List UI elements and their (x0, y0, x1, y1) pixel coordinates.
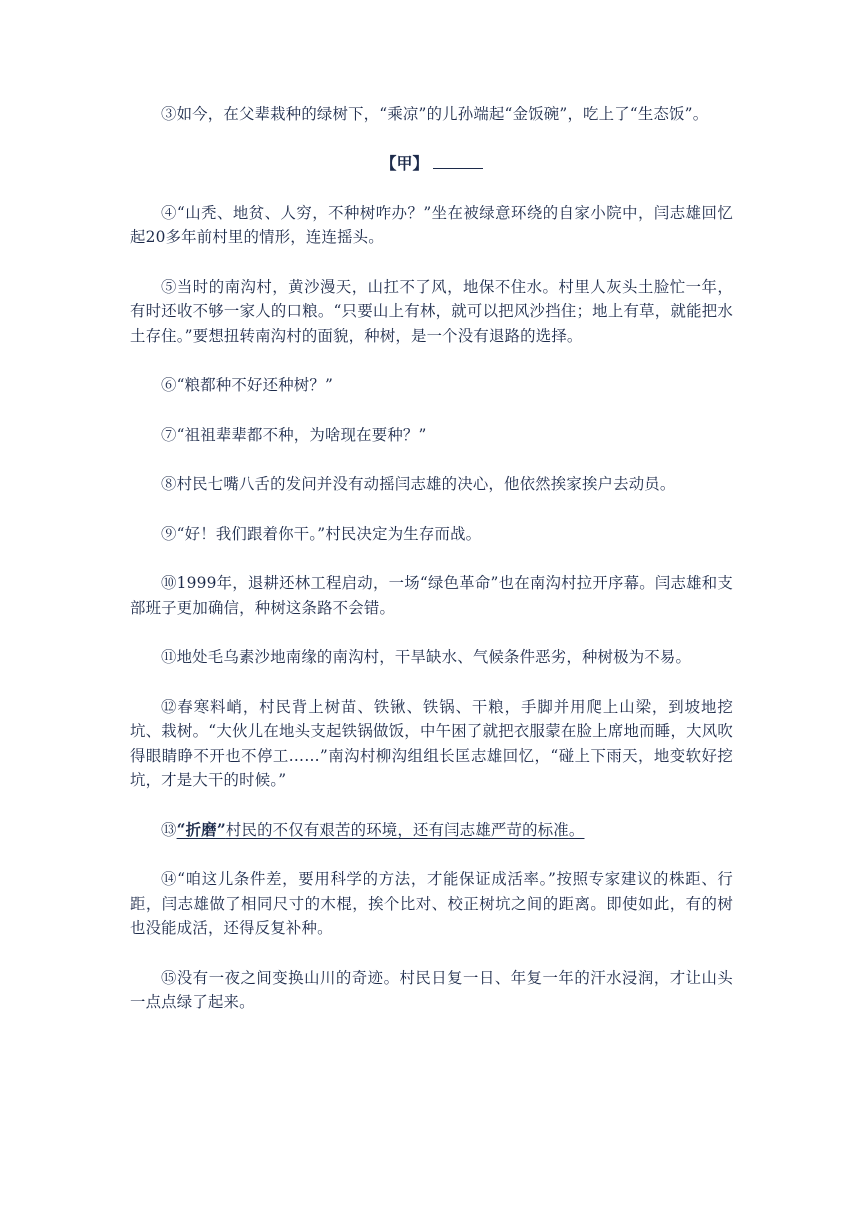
paragraph-13 (130, 818, 733, 843)
paragraph-6: ⑥“粮都种不好还种树？” (161, 376, 334, 394)
section-heading (130, 152, 733, 176)
paragraph-13-number: ⑬ (161, 820, 177, 839)
paragraph-8: ⑧村民七嘴八舌的发问并没有动摇闫志雄的决心，他依然挨家挨户去动员。 (161, 475, 676, 493)
paragraph-15: ⑮没有一夜之间变换山川的奇迹。村民日复一日、年复一年的汗水浸润，才让山头一点点绿了起来。 (130, 968, 733, 1011)
section-heading-label: 【甲】 (380, 153, 429, 173)
underlined-sentence-rest: 村民的不仅有艰苦的环境，还有闫志雄严苛的标准。 (225, 820, 585, 839)
paragraph-10: ⑩1999年，退耕还林工程启动，一场“绿色革命”也在南沟村拉开序幕。闫志雄和支部班子更加确信，种树这条路不会错。 (130, 574, 733, 617)
emphasized-word: “折磨” (176, 820, 226, 839)
paragraph-4: ④“山秃、地贫、人穷，不种树咋办？”坐在被绿意环绕的自家小院中，闫志雄回忆起20多年前村里的情形，连连摇头。 (130, 203, 733, 246)
paragraph-7: ⑦“祖祖辈辈都不种，为啥现在要种？” (161, 425, 427, 444)
paragraph-5: ⑤当时的南沟村，黄沙漫天，山扛不了风，地保不住水。村里人灰头土脸忙一年，有时还收不够一家人的口粮。“只要山上有林，就可以把风沙挡住；地上有草，就能把水土存住。”要想扭转南沟村的面貌，种树，是一个没有退路的选择。 (130, 277, 733, 345)
paragraph-11: ⑪地处毛乌素沙地南缘的南沟村，干旱缺水、气候条件恶劣，种树极为不易。 (161, 648, 692, 666)
fill-in-blank (433, 152, 483, 169)
paragraph-3: ③如今，在父辈栽种的绿树下，“乘凉”的儿孙端起“金饭碗”，吃上了“生态饭”。 (161, 105, 709, 123)
underlined-sentence (177, 821, 585, 839)
document-page (130, 102, 733, 1040)
paragraph-14: ⑭“咱这儿条件差，要用科学的方法，才能保证成活率。”按照专家建议的株距、行距，闫志雄做了相同尺寸的木棍，挨个比对、校正树坑之间的距离。即使如此，有的树也没能成活，还得反复补种。 (130, 870, 733, 937)
paragraph-9: ⑨“好！我们跟着你干。”村民决定为生存而战。 (161, 524, 482, 543)
paragraph-12: ⑫春寒料峭，村民背上树苗、铁锹、铁锅、干粮，手脚并用爬上山梁，到坡地挖坑、栽树。“大伙儿在地头支起铁锅做饭，中午困了就把衣服蒙在脸上席地而睡，大风吹得眼睛睁不开也不停工……”南沟村柳沟组组长匡志雄回忆，“碰上下雨天，地变软好挖坑，才是大干的时候。” (130, 697, 733, 789)
